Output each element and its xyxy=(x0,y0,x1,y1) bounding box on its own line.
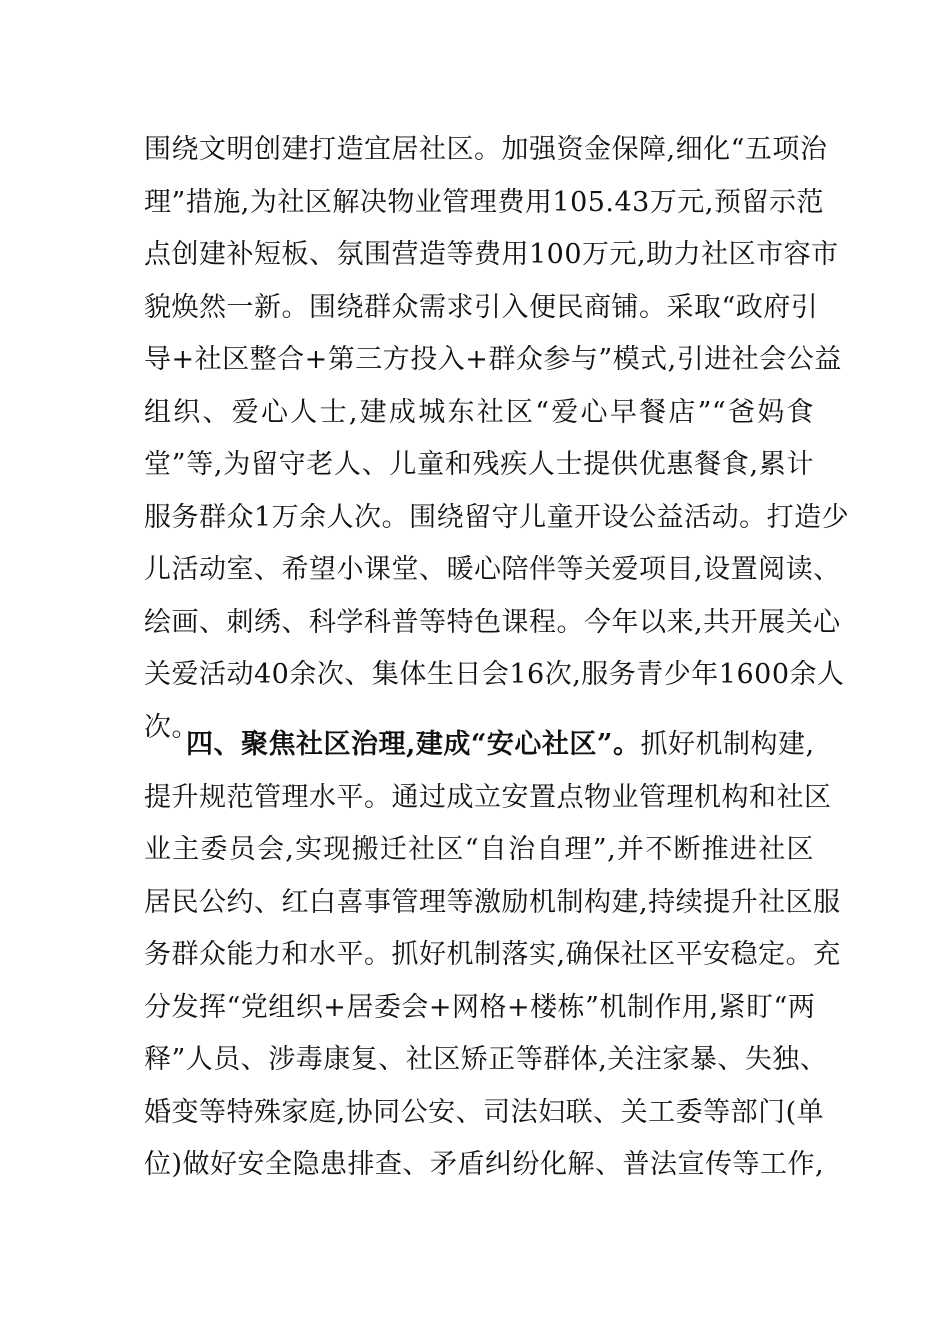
paragraph-line: 分发挥“党组织+居委会+网格+楼栋”机制作用,紧盯“两 xyxy=(144,991,816,1023)
paragraph-line: 关爱活动40余次、集体生日会16次,服务青少年1600余人 xyxy=(144,659,845,690)
paragraph-line: 服务群众1万余人次。围绕留守儿童开设公益活动。打造少 xyxy=(144,501,850,533)
paragraph-line: 居民公约、红白喜事管理等激励机制构建,持续提升社区服 xyxy=(144,886,841,918)
paragraph-line: 围绕文明创建打造宜居社区。加强资金保障,细化“五项治 xyxy=(144,134,828,165)
heading-continuation: 抓好机制构建, xyxy=(640,729,815,760)
paragraph-line: 貌焕然一新。围绕群众需求引入便民商铺。采取“政府引 xyxy=(144,291,819,323)
paragraph-livable-community xyxy=(144,124,850,754)
paragraph-first-line xyxy=(144,719,814,772)
paragraph-line: 点创建补短板、氛围营造等费用100万元,助力社区市容市 xyxy=(144,239,839,270)
paragraph-line: 务群众能力和水平。抓好机制落实,确保社区平安稳定。充 xyxy=(144,939,841,970)
paragraph-line: 导+社区整合+第三方投入+群众参与”模式,引进社会公益 xyxy=(144,344,842,375)
paragraph-line: 次。 xyxy=(144,711,199,743)
paragraph-line: 组织、爱心人士,建成城东社区“爱心早餐店”“爸妈食 xyxy=(144,396,814,428)
paragraph-line: 儿活动室、希望小课堂、暖心陪伴等关爱项目,设置阅读、 xyxy=(144,554,841,585)
paragraph-line: 业主委员会,实现搬迁社区“自治自理”,并不断推进社区 xyxy=(144,834,814,865)
paragraph-line: 绘画、刺绣、科学科普等特色课程。今年以来,共开展关心 xyxy=(144,606,841,638)
paragraph-line: 释”人员、涉毒康复、社区矫正等群体,关注家暴、失独、 xyxy=(144,1044,828,1075)
paragraph-line: 提升规范管理水平。通过成立安置点物业管理机构和社区 xyxy=(144,781,832,813)
paragraph-line: 堂”等,为留守老人、儿童和残疾人士提供优惠餐食,累计 xyxy=(144,449,814,480)
paragraph-line: 理”措施,为社区解决物业管理费用105.43万元,预留示范 xyxy=(144,186,824,218)
section-heading: 四、聚焦社区治理,建成“安心社区”。 xyxy=(186,729,641,760)
paragraph-line: 位)做好安全隐患排查、矛盾纠纷化解、普法宣传等工作, xyxy=(144,1149,825,1180)
paragraph-safe-community xyxy=(144,719,841,1192)
paragraph-line: 婚变等特殊家庭,协同公安、司法妇联、关工委等部门(单 xyxy=(144,1096,825,1128)
